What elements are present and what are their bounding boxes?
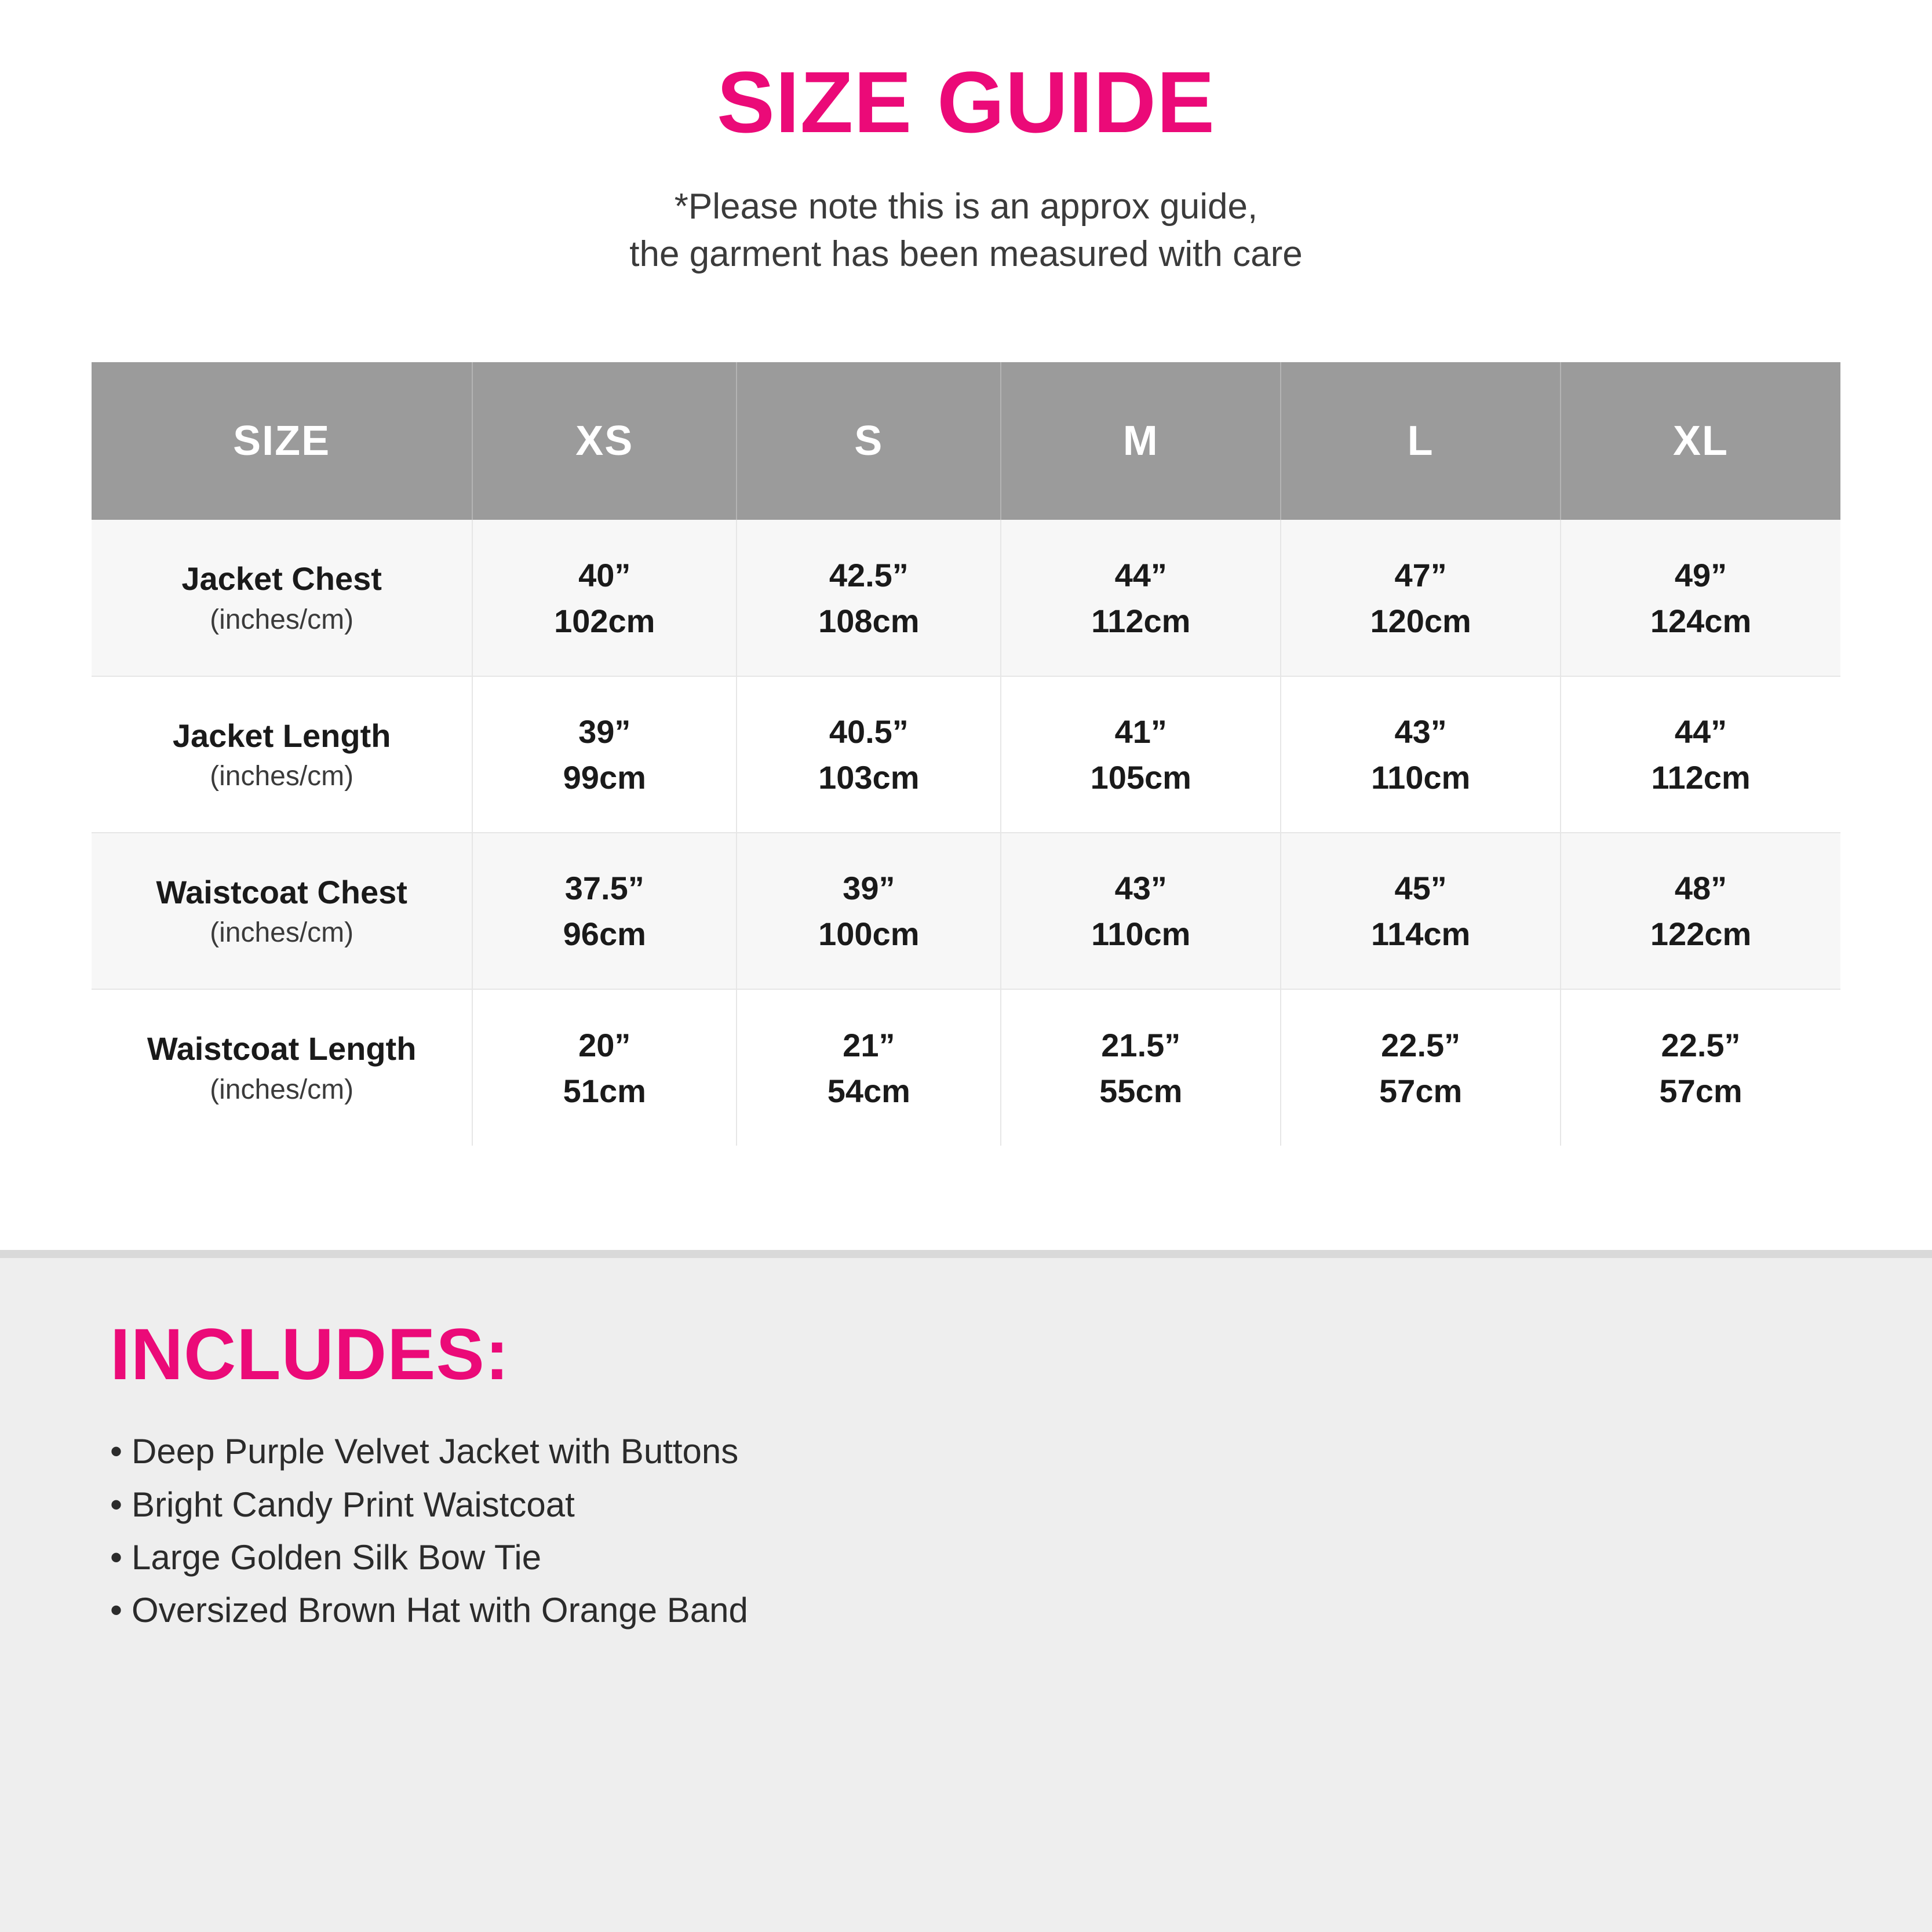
cell-value xyxy=(472,989,737,1146)
row-units-text: (inches/cm) xyxy=(210,761,354,792)
row-label-text: Waistcoat Chest xyxy=(156,873,407,910)
value-cm: 100cm xyxy=(818,916,920,953)
cell-value xyxy=(1001,520,1281,676)
value-cm: 114cm xyxy=(1371,916,1471,953)
value-cm: 51cm xyxy=(563,1072,646,1109)
row-units-text: (inches/cm) xyxy=(210,917,354,948)
column-header-size: SIZE xyxy=(92,362,472,520)
cell-value xyxy=(472,676,737,833)
column-header-m: M xyxy=(1001,362,1281,520)
value-inches: 41” xyxy=(1114,713,1167,750)
size-table-body xyxy=(92,520,1840,1146)
value-cm: 110cm xyxy=(1091,916,1191,953)
value-inches: 37.5” xyxy=(564,870,644,907)
cell-value xyxy=(1281,989,1561,1146)
approx-note xyxy=(0,183,1932,279)
row-units-text: (inches/cm) xyxy=(210,604,354,635)
list-item-label: Oversized Brown Hat with Orange Band xyxy=(132,1590,748,1630)
table-row xyxy=(92,833,1840,989)
value-inches: 44” xyxy=(1674,713,1727,750)
list-item xyxy=(110,1425,1932,1478)
value-cm: 112cm xyxy=(1091,602,1191,639)
row-label-text: Jacket Length xyxy=(172,717,391,754)
value-cm: 110cm xyxy=(1371,759,1471,796)
cell-value xyxy=(1281,520,1561,676)
header-section xyxy=(0,0,1932,278)
size-table xyxy=(92,362,1840,1146)
cell-value xyxy=(472,833,737,989)
cell-value xyxy=(1001,989,1281,1146)
list-item xyxy=(110,1478,1932,1531)
value-cm: 96cm xyxy=(563,916,646,953)
bullet-icon: • xyxy=(110,1432,123,1471)
value-inches: 39” xyxy=(843,870,895,907)
value-inches: 22.5” xyxy=(1381,1026,1461,1063)
value-cm: 122cm xyxy=(1650,916,1752,953)
value-inches: 47” xyxy=(1394,556,1447,593)
section-divider xyxy=(0,1250,1932,1258)
value-cm: 124cm xyxy=(1650,602,1752,639)
cell-value xyxy=(1561,520,1840,676)
row-label-text: Jacket Chest xyxy=(181,560,382,597)
list-item-label: Large Golden Silk Bow Tie xyxy=(132,1537,542,1577)
cell-value xyxy=(1001,833,1281,989)
size-table-head xyxy=(92,362,1840,520)
row-label-cell xyxy=(92,520,472,676)
cell-value xyxy=(737,833,1001,989)
row-label-text: Waistcoat Length xyxy=(147,1030,417,1067)
value-cm: 57cm xyxy=(1379,1072,1463,1109)
value-inches: 45” xyxy=(1394,870,1447,907)
row-label-cell xyxy=(92,833,472,989)
includes-list xyxy=(110,1425,1932,1636)
row-units-text: (inches/cm) xyxy=(210,1074,354,1105)
value-cm: 120cm xyxy=(1370,602,1471,639)
row-label-cell xyxy=(92,989,472,1146)
cell-value xyxy=(737,676,1001,833)
cell-value xyxy=(1561,833,1840,989)
cell-value xyxy=(1001,676,1281,833)
size-table-container xyxy=(92,362,1840,1146)
value-inches: 42.5” xyxy=(829,556,909,593)
cell-value xyxy=(1561,989,1840,1146)
bullet-icon: • xyxy=(110,1537,123,1577)
cell-value xyxy=(737,989,1001,1146)
approx-note-line-1: *Please note this is an approx guide, xyxy=(674,186,1258,227)
value-cm: 105cm xyxy=(1090,759,1191,796)
value-cm: 102cm xyxy=(554,602,655,639)
includes-title: INCLUDES: xyxy=(110,1314,510,1395)
value-inches: 22.5” xyxy=(1661,1026,1741,1063)
list-item-label: Deep Purple Velvet Jacket with Buttons xyxy=(132,1432,739,1471)
value-cm: 99cm xyxy=(563,759,646,796)
row-label-cell xyxy=(92,676,472,833)
table-header-row xyxy=(92,362,1840,520)
value-inches: 39” xyxy=(578,713,631,750)
bullet-icon: • xyxy=(110,1485,123,1524)
list-item xyxy=(110,1531,1932,1584)
cell-value xyxy=(472,520,737,676)
value-inches: 48” xyxy=(1674,870,1727,907)
value-inches: 43” xyxy=(1394,713,1447,750)
value-inches: 21.5” xyxy=(1101,1026,1181,1063)
column-header-xl: XL xyxy=(1561,362,1840,520)
cell-value xyxy=(1281,833,1561,989)
column-header-xs: XS xyxy=(472,362,737,520)
value-inches: 44” xyxy=(1114,556,1167,593)
value-inches: 43” xyxy=(1114,870,1167,907)
value-inches: 49” xyxy=(1674,556,1727,593)
cell-value xyxy=(737,520,1001,676)
table-row xyxy=(92,520,1840,676)
value-cm: 112cm xyxy=(1651,759,1751,796)
value-inches: 40.5” xyxy=(829,713,909,750)
value-inches: 21” xyxy=(843,1026,895,1063)
approx-note-line-2: the garment has been measured with care xyxy=(629,234,1303,274)
cell-value xyxy=(1281,676,1561,833)
list-item xyxy=(110,1584,1932,1636)
cell-value xyxy=(1561,676,1840,833)
value-cm: 54cm xyxy=(827,1072,910,1109)
page-title: SIZE GUIDE xyxy=(716,53,1216,151)
value-cm: 55cm xyxy=(1099,1072,1183,1109)
value-inches: 40” xyxy=(578,556,631,593)
column-header-s: S xyxy=(737,362,1001,520)
list-item-label: Bright Candy Print Waistcoat xyxy=(132,1485,575,1524)
table-row xyxy=(92,676,1840,833)
value-cm: 57cm xyxy=(1659,1072,1743,1109)
value-cm: 103cm xyxy=(818,759,920,796)
value-cm: 108cm xyxy=(818,602,920,639)
includes-section xyxy=(0,1258,1932,1932)
column-header-l: L xyxy=(1281,362,1561,520)
table-row xyxy=(92,989,1840,1146)
value-inches: 20” xyxy=(578,1026,631,1063)
bullet-icon: • xyxy=(110,1590,123,1630)
